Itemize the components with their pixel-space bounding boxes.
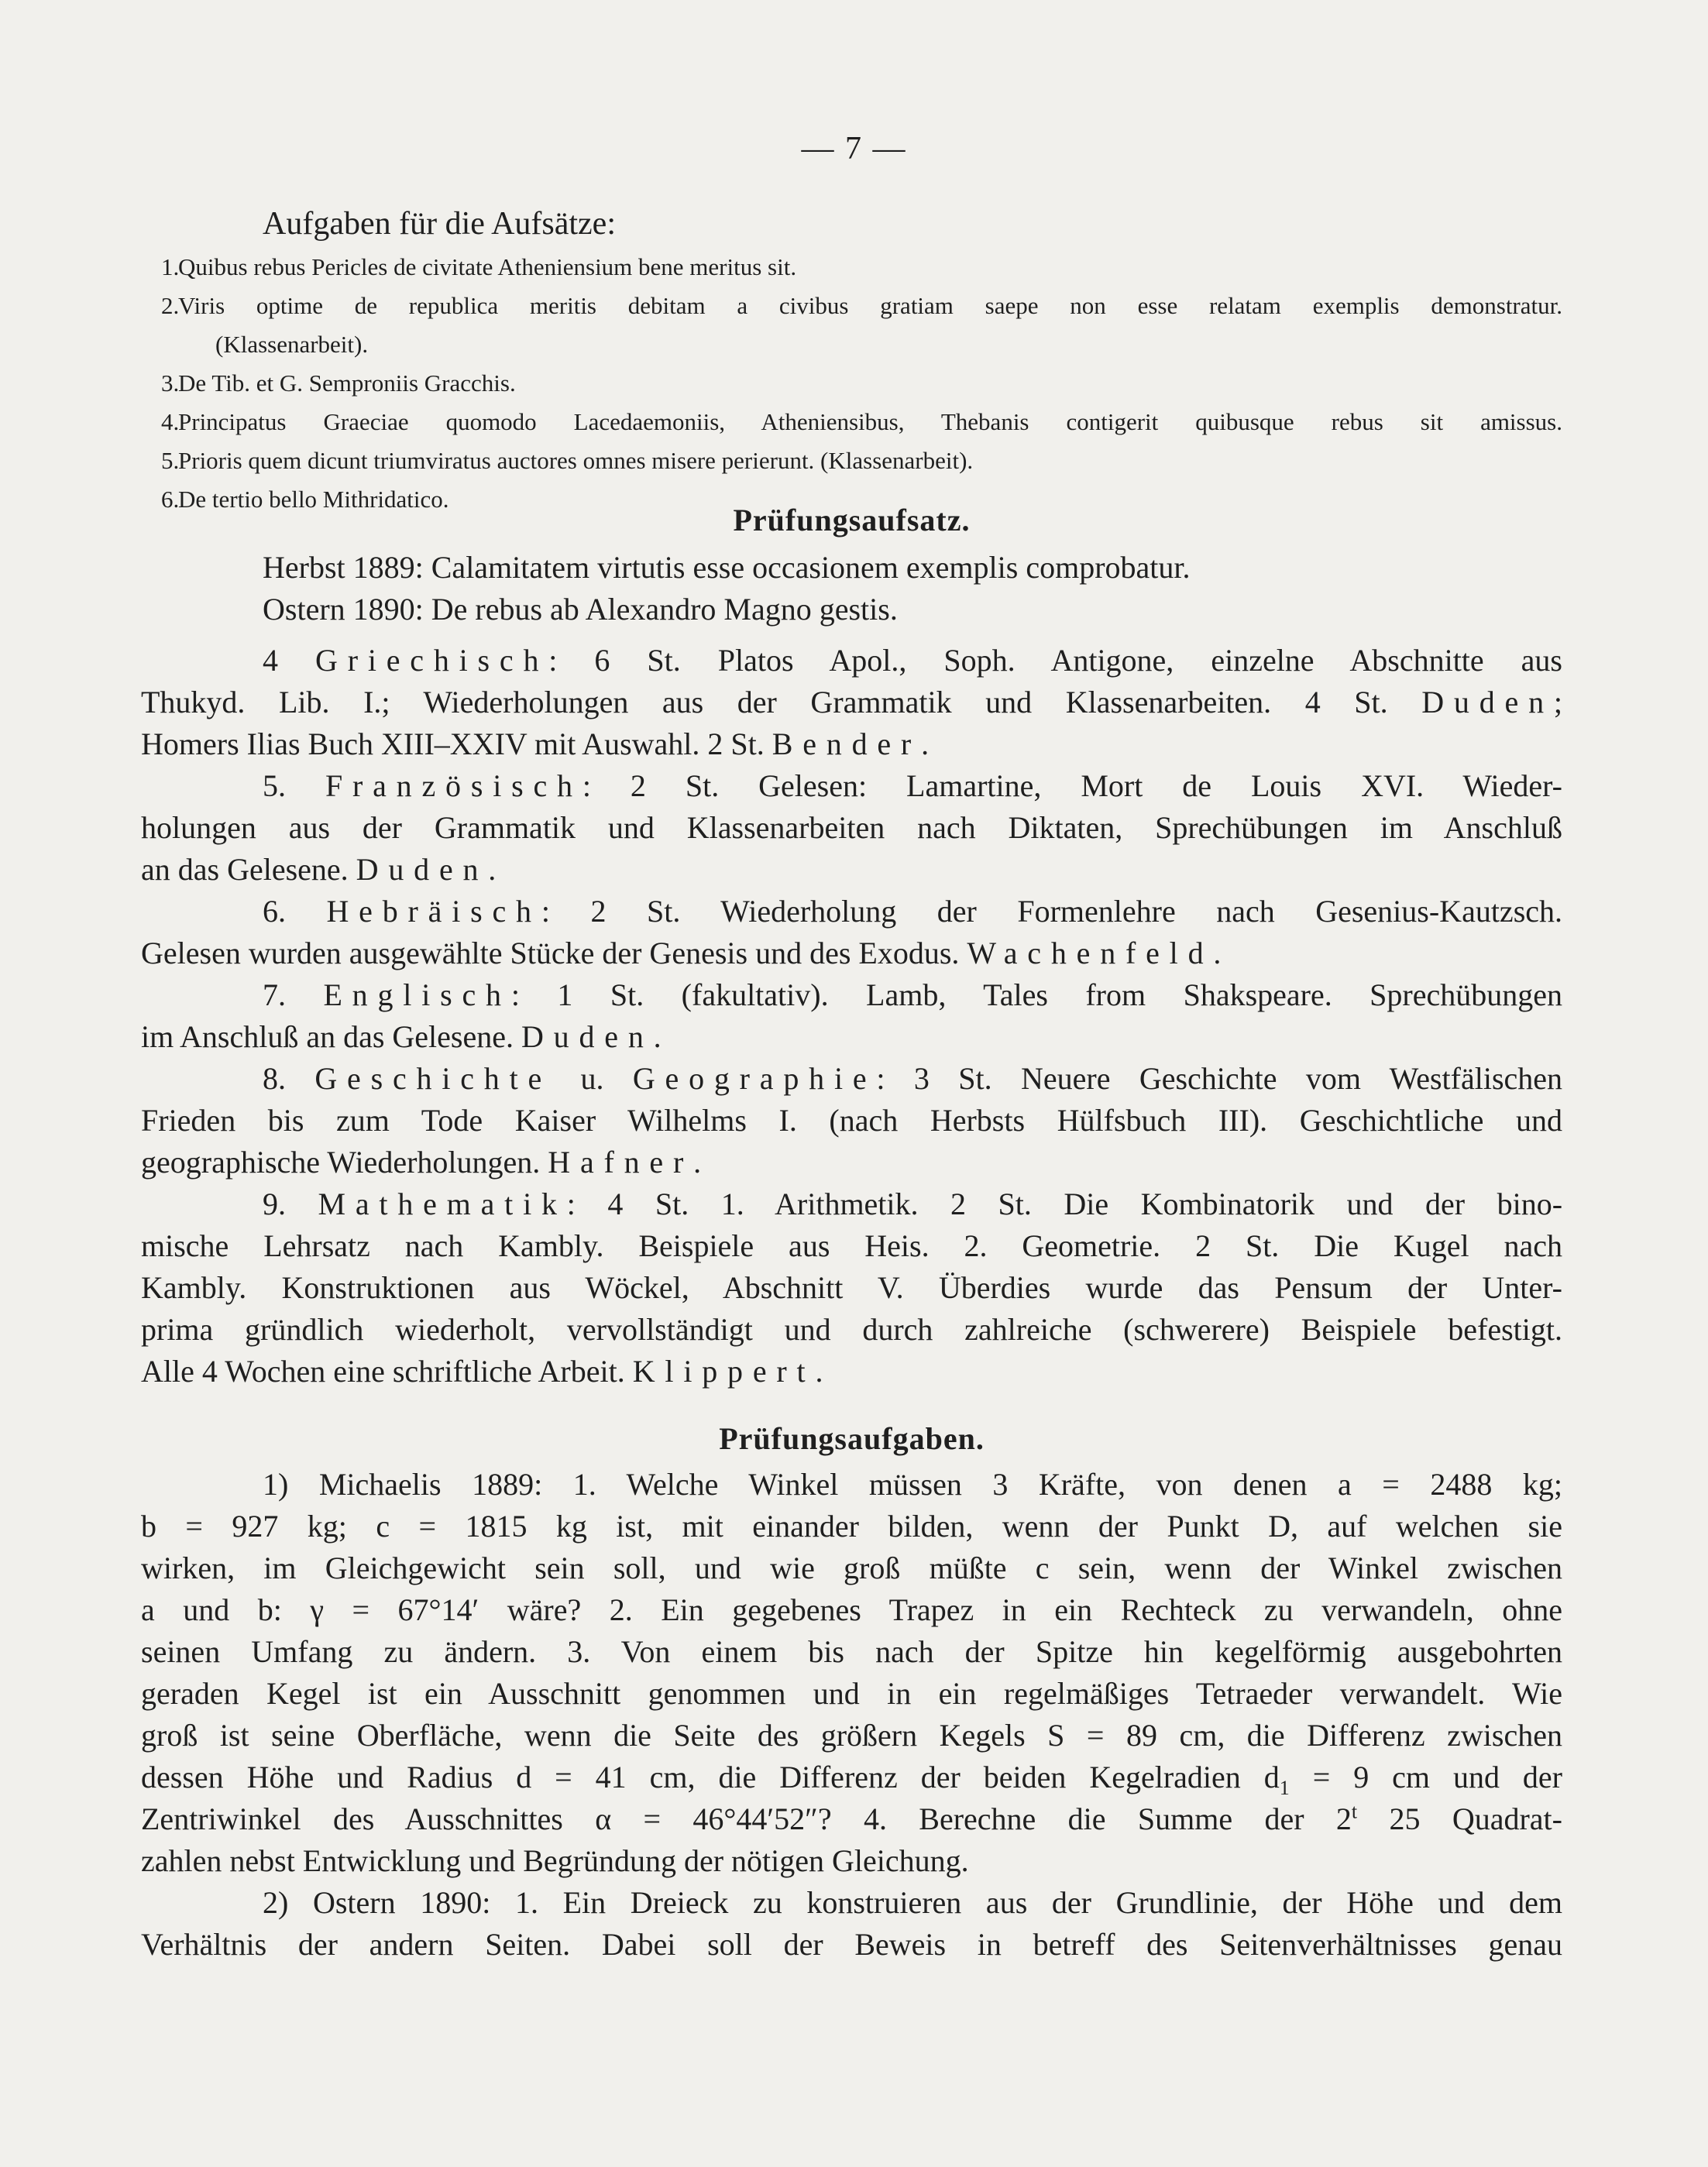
subject-greek: 4 Griechisch: 6 St. Platos Apol., Soph. Antigone, einzelne Abschnitte aus — [263, 643, 1563, 678]
subject-french: 5. Französisch: 2 St. Gelesen: Lamartine, Mort de Louis XVI. Wieder- — [263, 768, 1562, 803]
essay-section — [141, 203, 1562, 519]
teacher-name: Klippert — [632, 1354, 816, 1389]
subject-english: 7. Englisch: 1 St. (fakultativ). Lamb, Tales from Shakspeare. Sprechübungen — [263, 977, 1562, 1012]
teacher-name: Wachenfeld — [967, 936, 1214, 970]
exam-essay-autumn: Herbst 1889: Calamitatem virtutis esse occasionem exemplis comprobatur. — [263, 550, 1191, 585]
teacher-name: Duden — [356, 852, 489, 887]
exam-tasks-heading: Prüfungsaufgaben. — [719, 1421, 985, 1456]
subject-history: 8. Geschichte u. Geographie: 3 St. Neuere Geschichte vom Westfälischen — [263, 1061, 1563, 1096]
michaelis-1889: 1) Michaelis 1889: 1. Welche Winkel müssen 3 Kräfte, von denen a = 2488 kg; — [263, 1467, 1562, 1502]
teacher-name: Duden — [1421, 685, 1554, 719]
exam-tasks-section: Prüfungsaufgaben. 1) Michaelis 1889: 1. Welche Winkel müssen 3 Kräfte, von denen a = 2488 kg; b = 927 kg; c = 1815 kg ist, mit einander bilden, wenn der Punkt D, auf welchen sie wirken, im Gleichgewicht sein soll, und wie groß müßte c sein, wenn der Winkel zwischen a und b: γ = 67°14′ wäre? 2. Ein gegebenes Trapez in ein Rechteck zu verwandeln, ohne seinen Umfang zu ändern. 3. Von einem bis nach der Spitze hin kegelförmig ausgebohrten geraden Kegel ist ein Ausschnitt genommen und in ein regelmäßiges Tetraeder verwandelt. Wie groß ist seine Oberfläche, wenn die Seite des größern Kegels S = 89 cm, die Differenz zwischen dessen Höhe und Radius d = 41 cm, die Differenz der beiden Kegelradien $d_1 = 9$ cm und der Zentriwinkel des Ausschnittes α = 46°44′52″? 4. Berechne die Summe der 2$^t$ 25 Quadrat- zahlen nebst Entwicklung und Begründung der nötigen Gleichung. 2) Ostern 1890: 1. Ein Dreieck zu konstruieren aus der Grundlinie, der Höhe und dem Verhältnis der andern Seiten. Dabei soll der Beweis in betreff des Seitenverhältnisses genau — [141, 1414, 1562, 1966]
list-item-continuation: (Klassenarbeit). — [215, 331, 369, 358]
list-item: 2. Viris optime de republica meritis debitam a civibus gratiam saepe non esse relatam exemplis demonstratur. — [161, 292, 1562, 319]
essay-heading: Aufgaben für die Aufsätze: — [263, 206, 616, 242]
exam-essay-section — [141, 496, 1562, 630]
subject-math: 9. Mathematik: 4 St. 1. Arithmetik. 2 St. Die Kombinatorik und der bino- — [263, 1187, 1563, 1221]
essay-list — [141, 248, 1562, 519]
list-item: 5. Prioris quem dicunt triumviratus auctores omnes misere perierunt. (Klassenarbeit). — [161, 447, 974, 474]
exam-essay-heading: Prüfungsaufsatz. — [733, 503, 971, 537]
exam-essay-easter: Ostern 1890: De rebus ab Alexandro Magno gestis. — [263, 592, 898, 627]
teacher-name: Duden — [521, 1019, 654, 1054]
list-item: 4. Principatus Graeciae quomodo Lacedaemoniis, Atheniensibus, Thebanis contigerit quibusque rebus sit amissus. — [161, 408, 1562, 435]
page-number: — 7 — — [801, 131, 907, 167]
teacher-name: Hafner — [548, 1145, 694, 1180]
subject-hebrew: 6. Hebräisch: 2 St. Wiederholung der Formenlehre nach Gesenius-Kautzsch. — [263, 894, 1563, 929]
teacher-name: Bender — [772, 726, 922, 761]
list-item: 3. De Tib. et G. Semproniis Gracchis. — [161, 369, 516, 397]
ostern-1890: 2) Ostern 1890: 1. Ein Dreieck zu konstruieren aus der Grundlinie, der Höhe und dem — [263, 1885, 1562, 1920]
subjects-section: 4 Griechisch: 6 St. Platos Apol., Soph. Antigone, einzelne Abschnitte aus Thukyd. Lib. I.; Wiederholungen aus der Grammatik und Klassenarbeiten. 4 St. Duden; Homers Ilias Buch XIII–XXIV mit Auswahl. 2 St. Bender. 5. Französisch: 2 St. Gelesen: Lamartine, Mort de Louis XVI. Wieder- holungen aus der Grammatik und Klassenarbeiten nach Diktaten, Sprechübungen im Anschluß an das Gelesene. Duden. 6. Hebräisch: 2 St. Wiederholung der Formenlehre nach Gesenius-Kautzsch. Gelesen wurden ausgewählte Stücke der Genesis und des Exodus. Wachenfeld. 7. Englisch: 1 St. (fakultativ). Lamb, Tales from Shakspeare. Sprechübungen im Anschluß an das Gelesene. Duden. 8. Geschichte u. Geographie: 3 St. Neuere Geschichte vom Westfälischen Frieden bis zum Tode Kaiser Wilhelms I. (nach Herbsts Hülfsbuch III). Geschichtliche und geographische Wiederholungen. Hafner. 9. Mathematik: 4 St. 1. Arithmetik. 2 St. Die Kombinatorik und der bino- mische Lehrsatz nach Kambly. Beispiele aus Heis. 2. Geometrie. 2 St. Die Kugel nach Kambly. Konstruktionen aus Wöckel, Abschnitt V. Überdies wurde das Pensum der Unter- prima gründlich wiederholt, vervollständigt und durch zahlreiche (schwerere) Beispiele befestigt. Alle 4 Wochen eine schriftliche Arbeit. Klippert. — [141, 640, 1562, 1393]
list-item: 1. Quibus rebus Pericles de civitate Atheniensium bene meritus sit. — [161, 253, 797, 280]
list-item: 6. De tertio bello Mithridatico. — [161, 486, 449, 513]
